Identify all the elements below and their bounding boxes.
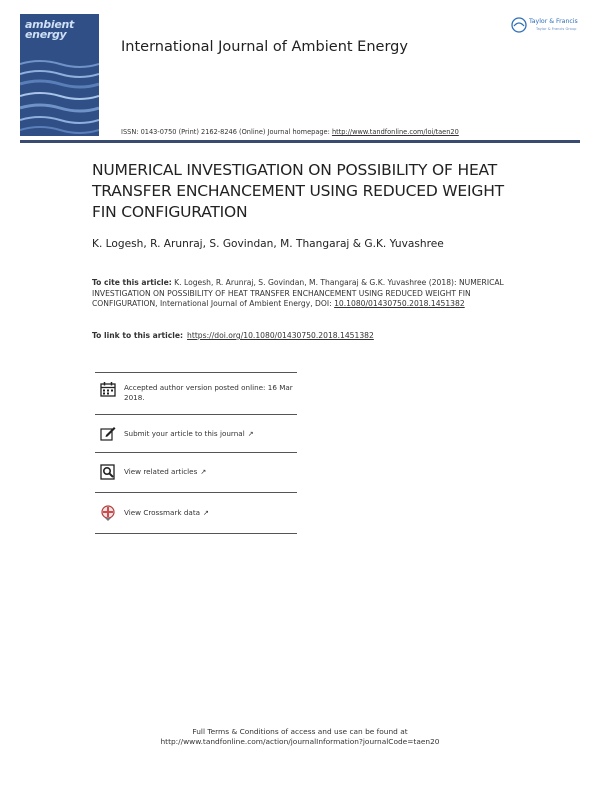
submit-article-item[interactable] (95, 415, 297, 453)
cover-title (25, 20, 74, 40)
edit-icon (100, 425, 116, 441)
citation-block (92, 278, 522, 310)
journal-name: International Journal of Ambient Energy (121, 39, 408, 55)
related-articles-label: View related articles (124, 467, 198, 476)
terms-footer (0, 727, 600, 747)
publisher-logo-text: Taylor & Francis (529, 18, 578, 25)
calendar-icon (100, 381, 116, 397)
accepted-date-text: Accepted author version posted online: 16 Mar 2018. (124, 383, 293, 402)
journal-cover-image (20, 14, 99, 136)
article-actions (95, 372, 297, 534)
accepted-date-item (95, 372, 297, 415)
search-document-icon (100, 464, 116, 480)
crossmark-link[interactable] (124, 508, 209, 519)
article-title: NUMERICAL INVESTIGATION ON POSSIBILITY OF HEAT TRANSFER ENCHANCEMENT USING REDUCED WEIGHT FIN CONFIGURATION (92, 161, 504, 221)
article-link-label: To link to this article: (92, 331, 184, 340)
citation-text: K. Logesh, R. Arunraj, S. Govindan, M. Thangaraj & G.K. Yuvashree (2018): NUMERICAL INVESTIGATION ON POSSIBILITY OF HEAT TRANSFER ENCHANCEMENT USING REDUCED WEIGHT FIN CONFIGURATION, International Journal of Ambient Energy, DOI: (92, 278, 504, 308)
cover-wave-pattern (20, 54, 99, 136)
external-link-icon: ↗ (247, 430, 254, 438)
cover-title-line2: energy (25, 28, 67, 41)
terms-footer-line1: Full Terms & Conditions of access and use can be found at (192, 727, 408, 736)
publisher-logo[interactable] (511, 17, 583, 37)
crossmark-icon (100, 505, 116, 521)
issn-text: ISSN: 0143-0750 (Print) 2162-8246 (Online) Journal homepage: (121, 128, 332, 136)
article-link-line (92, 331, 374, 340)
publisher-logo-icon (511, 17, 527, 33)
citation-label: To cite this article: (92, 278, 172, 287)
submit-article-label: Submit your article to this journal (124, 429, 245, 438)
related-articles-item[interactable] (95, 453, 297, 493)
article-authors: K. Logesh, R. Arunraj, S. Govindan, M. Thangaraj & G.K. Yuvashree (92, 238, 444, 250)
cover-title-line1: ambient (25, 18, 74, 31)
citation-doi-link[interactable]: 10.1080/01430750.2018.1451382 (334, 299, 465, 308)
related-articles-link[interactable] (124, 467, 206, 478)
external-link-icon: ↗ (203, 509, 209, 517)
terms-footer-link[interactable]: http://www.tandfonline.com/action/journalInformation?journalCode=taen20 (160, 737, 440, 746)
crossmark-label: View Crossmark data (124, 508, 201, 517)
header-divider (20, 140, 580, 143)
journal-homepage-link[interactable]: http://www.tandfonline.com/loi/taen20 (331, 128, 459, 136)
issn-line (121, 128, 459, 136)
crossmark-item[interactable] (95, 493, 297, 534)
submit-article-link[interactable] (124, 429, 254, 440)
publisher-logo-subtext: Taylor & Francis Group (536, 27, 577, 31)
article-doi-link[interactable]: https://doi.org/10.1080/01430750.2018.1451382 (187, 331, 374, 340)
external-link-icon: ↗ (200, 468, 207, 476)
